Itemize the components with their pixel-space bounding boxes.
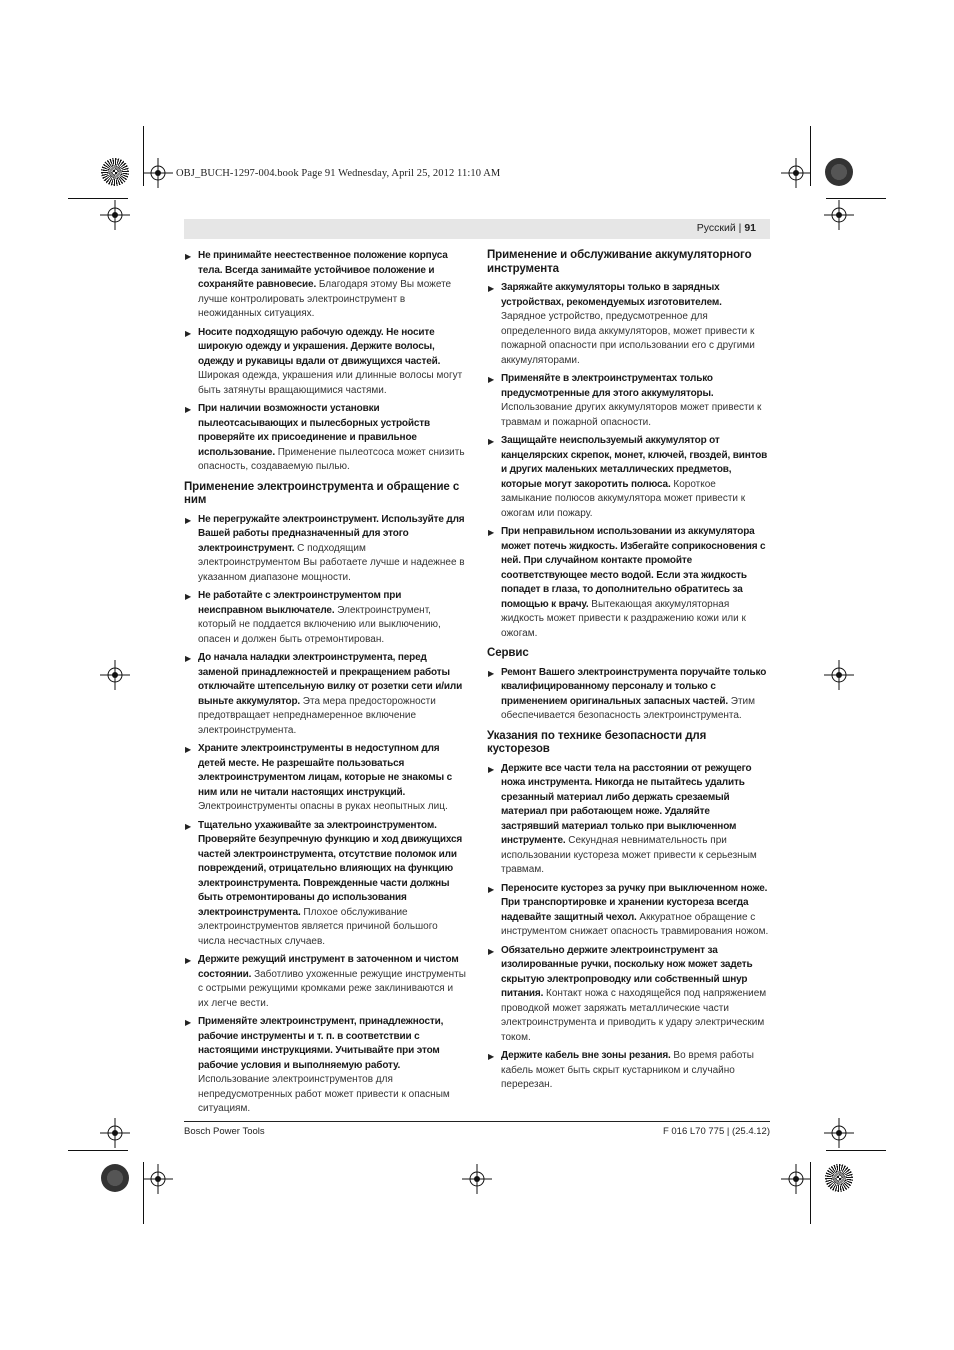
list-item xyxy=(184,742,466,815)
bullet-arrow-icon: ▶ xyxy=(185,956,192,965)
item-bold-text: Защищайте неиспользуемый аккумулятор от канцелярских скрепок, монет, ключей, гвоздей, винтов и других маленьких металлических предметов, которые могут закоротить полюса. xyxy=(501,435,768,490)
trim-line xyxy=(143,126,144,186)
trim-line xyxy=(143,1162,144,1224)
item-bold-text: При неправильном использовании из аккумулятора может потечь жидкость. Избегайте соприкосновения с ней. При случайном контакте промойте соответствующее место водой. Если эта жидкость попадет в глаза, то дополнительно обратитесь за помощью к врачу. xyxy=(501,526,766,610)
bullet-arrow-icon: ▶ xyxy=(185,1018,192,1027)
item-bold-text: Носите подходящую рабочую одежду. Не носите широкую одежду и украшения. Держите волосы, одежду и рукавицы вдали от движущихся частей. xyxy=(198,326,441,367)
trim-line xyxy=(68,198,128,199)
trim-line xyxy=(826,198,886,199)
right-items-2 xyxy=(487,666,769,724)
item-bold-text: Заряжайте аккумуляторы только в зарядных устройствах, рекомендуемых изготовителем. xyxy=(501,282,722,308)
footer-rule xyxy=(184,1121,770,1122)
crosshair-mark xyxy=(143,158,173,188)
item-text: Плохое обслуживание электроинструментов является причиной большого числа несчастных случаев. xyxy=(198,906,438,947)
item-text: Заботливо ухоженные режущие инструменты с острыми режущими кромками реже заклиниваются и их легче вести. xyxy=(198,968,466,1009)
item-bold-text: Применяйте в электроинструментах только предусмотренные для этого аккумуляторы. xyxy=(501,373,714,399)
list-item xyxy=(487,372,769,430)
list-item xyxy=(487,525,769,641)
trim-line xyxy=(810,1162,811,1224)
registration-disc-bottom-left xyxy=(101,1164,129,1192)
crosshair-mark xyxy=(824,1118,854,1148)
footer-doc-code: F 016 L70 775 | (25.4.12) xyxy=(662,1126,770,1137)
item-text: С подходящим электроинструментом Вы работаете лучше и надежнее в указанном диапазоне мощности. xyxy=(198,542,465,583)
list-item xyxy=(184,953,466,1011)
item-text: Этим обеспечивается безопасность электроинструмента. xyxy=(501,695,756,721)
book-info-line: OBJ_BUCH-1297-004.book Page 91 Wednesday, April 25, 2012 11:10 AM xyxy=(176,168,501,179)
item-text: Секундная невнимательность при использовании кустореза может привести к серьезным травмам. xyxy=(501,835,757,875)
bullet-arrow-icon: ▶ xyxy=(488,375,495,384)
crosshair-mark xyxy=(100,660,130,690)
list-item xyxy=(487,944,769,1046)
list-item xyxy=(487,434,769,521)
bullet-arrow-icon: ▶ xyxy=(185,405,192,414)
trim-line xyxy=(810,126,811,186)
item-text: Эта мера предосторожности предотвращает непреднамеренное включение электроинструмента. xyxy=(198,695,436,736)
list-item xyxy=(184,326,466,399)
list-item xyxy=(487,281,769,368)
list-item xyxy=(184,589,466,647)
crosshair-mark xyxy=(781,1164,811,1194)
item-bold-text: Держите все части тела на расстоянии от режущего ножа инструмента. Никогда не пытайтесь удалить срезанный материал либо держать срезаемый материал при работающем ноже. Удаляйте застрявший материал только при выключенном инструменте. xyxy=(501,762,752,846)
bullet-arrow-icon: ▶ xyxy=(488,528,495,537)
right-column xyxy=(487,249,769,1097)
item-text: Широкая одежда, украшения или длинные волосы могут быть затянуты вращающимися частями. xyxy=(198,370,463,396)
header-separator: | xyxy=(735,222,745,234)
item-text: Контакт ножа с находящейся под напряжением проводкой может заряжать металлические части электроинструмента и приводить к удару электрическим током. xyxy=(501,988,767,1043)
bullet-arrow-icon: ▶ xyxy=(185,328,192,338)
item-bold-text: Не принимайте неестественное положение корпуса тела. Всегда занимайте устойчивое положение и сохраняйте равновесие. xyxy=(198,250,448,290)
item-text: Применение пылеотсоса может снизить опасность, создаваемую пылью. xyxy=(198,446,465,472)
item-text: Использование других аккумуляторов может привести к травмам и пожарной опасности. xyxy=(501,402,762,428)
section-heading: Сервис xyxy=(487,647,529,659)
item-bold-text: Не перегружайте электроинструмент. Используйте для Вашей работы предназначенный для этого электроинструмент. xyxy=(198,513,465,554)
crosshair-mark xyxy=(781,158,811,188)
left-items-a xyxy=(184,249,466,475)
crosshair-mark xyxy=(100,200,130,230)
bullet-arrow-icon: ▶ xyxy=(488,884,495,894)
item-bold-text: Тщательно ухаживайте за электроинструментом. Проверяйте безупречную функцию и ход движущихся частей электроинструмента, отсутствие поломок или повреждений, отрицательно влияющих на функцию электроинструмента. Поврежденные части должны быть отремонтированы до использования электроинструмента. xyxy=(198,819,463,918)
item-text: Вытекающая аккумуляторная жидкость может привести к раздражению кожи или к ожогам. xyxy=(501,598,746,639)
bullet-arrow-icon: ▶ xyxy=(488,668,495,678)
item-text: Зарядное устройство, предусмотренное для определенного вида аккумуляторов, может привести к пожарной опасности при использовании его с другими аккумуляторами. xyxy=(501,311,755,366)
bullet-arrow-icon: ▶ xyxy=(185,252,192,261)
crosshair-mark xyxy=(824,660,854,690)
section-heading: Применение электроинструмента и обращение с ним xyxy=(184,480,460,506)
item-bold-text: Держите режущий инструмент в заточенном и чистом состоянии. xyxy=(198,954,459,980)
list-item xyxy=(487,762,769,878)
item-text: Электроинструменты опасны в руках неопытных лиц. xyxy=(198,801,448,812)
list-item xyxy=(184,819,466,950)
item-text: Во время работы кабель может быть скрыт кустарником и случайно перерезан. xyxy=(501,1050,754,1090)
item-bold-text: Держите кабель вне зоны резания. xyxy=(501,1050,671,1061)
section-heading: Применение и обслуживание аккумуляторного инструмента xyxy=(487,249,752,275)
item-bold-text: Храните электроинструменты в недоступном для детей месте. Не разрешайте пользоваться электроинструментом лицам, которые не знакомы с ним или не читали настоящих инструкций. xyxy=(198,743,453,798)
item-text: Аккуратное обращение с инструментом снижает опасность травмирования ножом. xyxy=(501,911,769,937)
list-item xyxy=(184,1015,466,1117)
item-text: Использование электроинструментов для непредусмотренных работ может привести к опасным ситуациям. xyxy=(198,1074,450,1114)
trim-line xyxy=(68,1150,128,1151)
section-heading: Указания по технике безопасности для кусторезов xyxy=(487,729,707,755)
bullet-arrow-icon: ▶ xyxy=(185,515,192,525)
crosshair-mark xyxy=(824,200,854,230)
list-item xyxy=(487,1049,769,1093)
item-bold-text: Не работайте с электроинструментом при неисправном выключателе. xyxy=(198,590,402,616)
crosshair-mark xyxy=(100,1118,130,1148)
page-header xyxy=(184,219,770,239)
right-items-3 xyxy=(487,762,769,1093)
right-items-1 xyxy=(487,281,769,641)
list-item xyxy=(184,402,466,475)
crosshair-mark xyxy=(462,1164,492,1194)
left-column xyxy=(184,249,466,1121)
registration-disc-bottom-right xyxy=(825,1164,853,1192)
list-item xyxy=(487,666,769,724)
bullet-arrow-icon: ▶ xyxy=(185,654,192,663)
list-item xyxy=(184,651,466,738)
item-text: Короткое замыкание полюсов аккумулятора может привести к ожогам или пожару. xyxy=(501,478,746,519)
bullet-arrow-icon: ▶ xyxy=(185,745,192,754)
item-bold-text: До начала наладки электроинструмента, перед заменой принадлежностей и прекращением работы отключайте штепсельную вилку от розетки сети и/или выньте аккумулятор. xyxy=(198,652,463,707)
bullet-arrow-icon: ▶ xyxy=(185,592,192,601)
bullet-arrow-icon: ▶ xyxy=(488,946,495,956)
header-language: Русский xyxy=(696,222,736,234)
list-item xyxy=(487,882,769,940)
registration-disc-top-left xyxy=(101,158,129,186)
item-bold-text: Обязательно держите электроинструмент за изолированные ручки, поскольку нож может задеть скрытую электропроводку или собственный шнур питания. xyxy=(501,944,753,999)
item-bold-text: При наличии возможности установки пылеотсасывающих и пылесборных устройств проверяйте их присоединение и правильное использование. xyxy=(198,403,431,458)
footer-publisher: Bosch Power Tools xyxy=(184,1126,265,1137)
crosshair-mark xyxy=(143,1164,173,1194)
header-text xyxy=(697,222,756,234)
bullet-arrow-icon: ▶ xyxy=(488,437,495,446)
trim-line xyxy=(826,1150,886,1151)
list-item xyxy=(184,513,466,586)
item-bold-text: Переносите кусторез за ручку при выключенном ноже. При транспортировке и хранении кустореза всегда надевайте защитный чехол. xyxy=(501,882,768,923)
item-text: Благодаря этому Вы можете лучше контролировать электроинструмент в неожиданных ситуациях. xyxy=(198,279,452,319)
item-text: Электроинструмент, который не поддается включению или выключению, опасен и должен быть отремонтирован. xyxy=(198,604,441,645)
bullet-arrow-icon: ▶ xyxy=(185,821,192,831)
item-bold-text: Применяйте электроинструмент, принадлежности, рабочие инструменты и т. п. в соответствии с настоящими инструкциями. Учитывайте при этом рабочие условия и выполняемую работу. xyxy=(198,1016,444,1071)
page-number: 91 xyxy=(744,222,756,234)
item-bold-text: Ремонт Вашего электроинструмента поручайте только квалифицированному персоналу и только с применением оригинальных запасных частей. xyxy=(501,666,767,707)
left-items-b xyxy=(184,513,466,1117)
list-item xyxy=(184,249,466,322)
bullet-arrow-icon: ▶ xyxy=(488,764,495,774)
bullet-arrow-icon: ▶ xyxy=(488,1052,495,1061)
registration-disc-top-right xyxy=(825,158,853,186)
bullet-arrow-icon: ▶ xyxy=(488,284,495,293)
